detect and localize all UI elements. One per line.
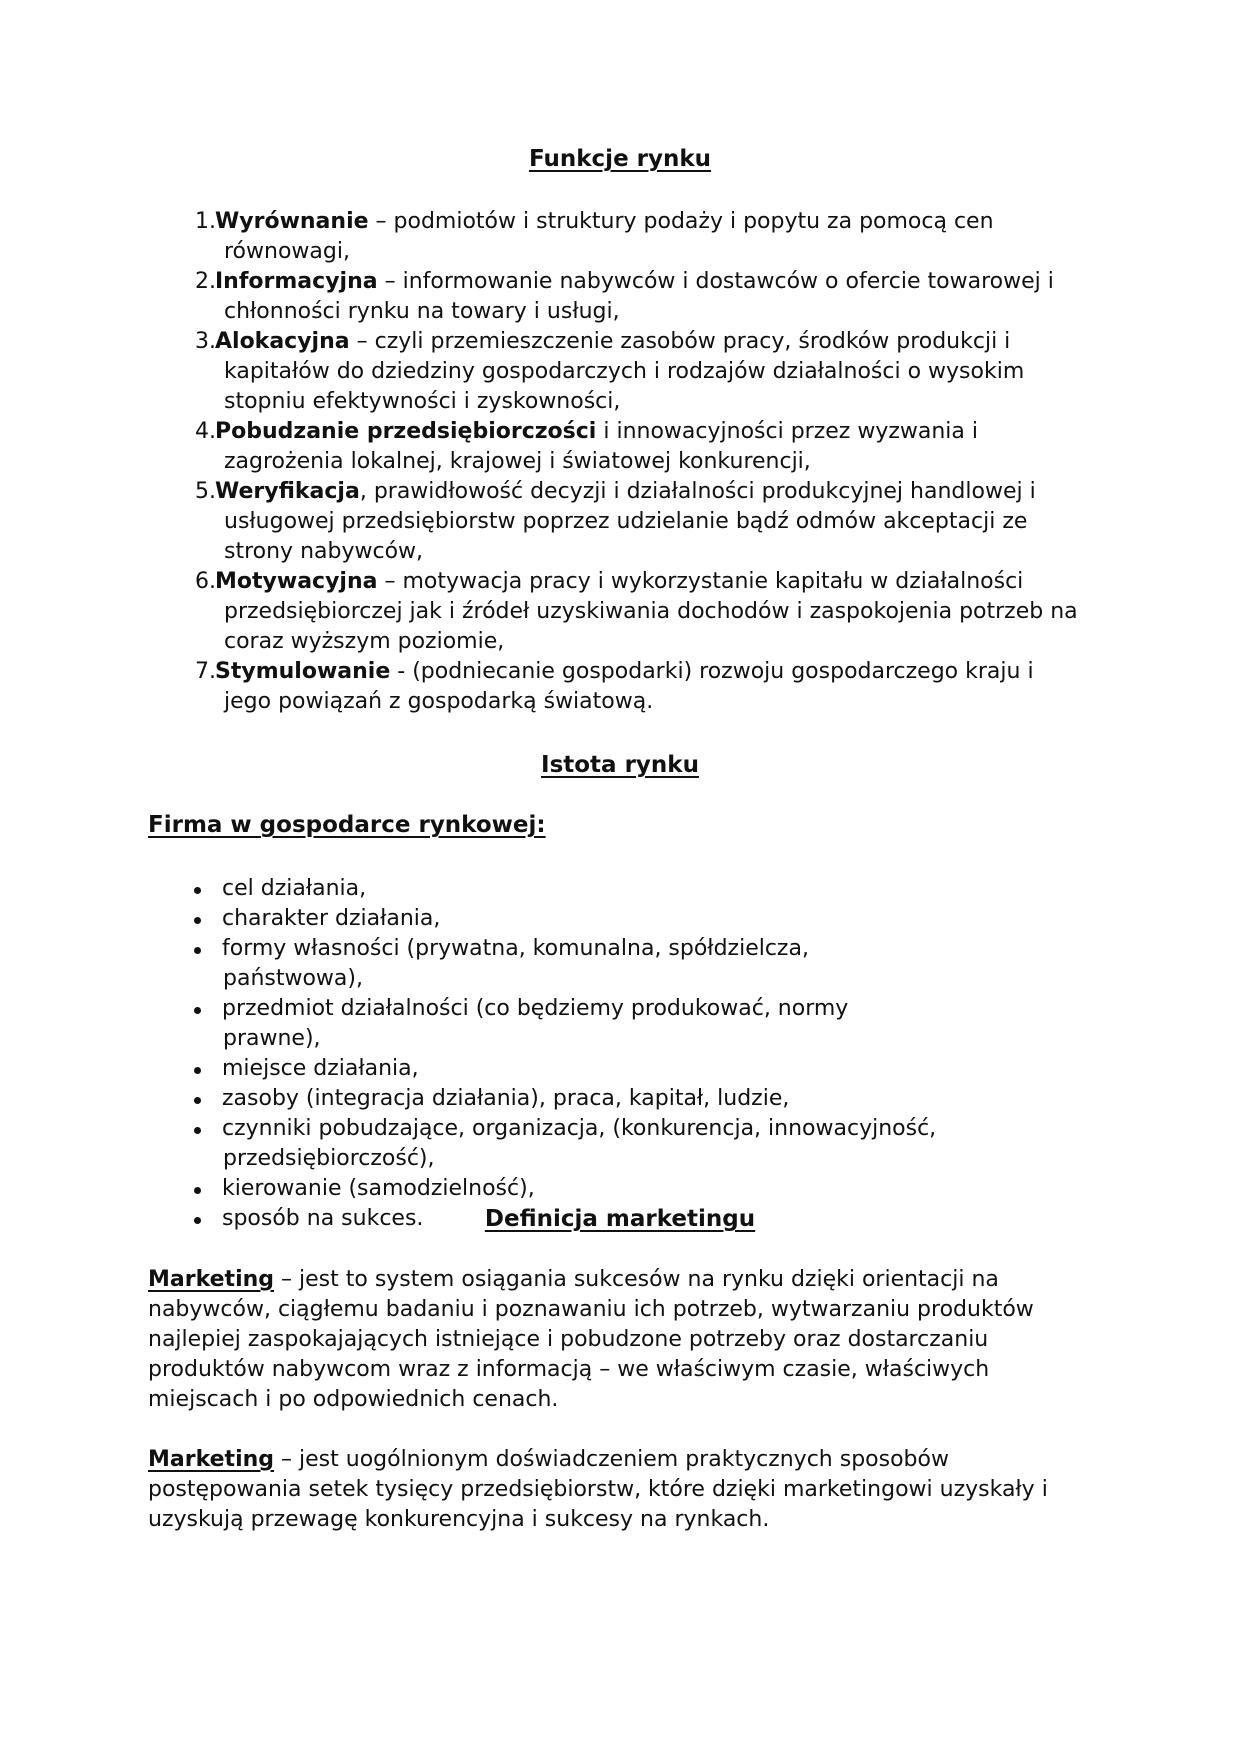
list-text: podmiotów i struktury podaży i popytu za pomocą cen równowagi,: [224, 209, 994, 264]
list-text: motywacja pracy i wykorzystanie kapitału w działalności przedsiębiorczej jak i źródeł uzyskiwania dochodów i zaspokojenia potrzeb na coraz wyższym poziomie,: [224, 569, 1078, 654]
bullet-icon: [194, 1127, 201, 1134]
list-item: 2. Informacyjna – informowanie nabywców i dostawców o ofercie towarowej i chłonności rynku na towary i usługi,: [195, 269, 1054, 324]
bullet-icon: [194, 1067, 201, 1074]
list-item: zasoby (integracja działania), praca, kapitał, ludzie,: [0, 1084, 1240, 1114]
list-number: 1.: [195, 209, 216, 234]
list-text: (podniecanie gospodarki) rozwoju gospodarczego kraju i jego powiązań z gospodarką światową.: [224, 659, 1034, 714]
list-term: Stymulowanie: [215, 659, 391, 684]
bullet-icon: [194, 1097, 201, 1104]
heading-definicja-marketingu: Definicja marketingu: [484, 1206, 756, 1232]
list-term: Pobudzanie przedsiębiorczości: [215, 419, 597, 444]
list-term: Alokacyjna: [215, 329, 350, 354]
list-number: 7.: [195, 659, 216, 684]
bullet-icon: [194, 1007, 201, 1014]
list-item: [0, 417, 1240, 477]
list-item: formy własności (prywatna, komunalna, spółdzielcza, państwowa),: [0, 934, 1240, 994]
list-item: czynniki pobudzające, organizacja, (konkurencja, innowacyjność, przedsiębiorczość),: [0, 1114, 1240, 1174]
subheading-firma: Firma w gospodarce rynkowej:: [148, 812, 546, 838]
list-number: 4.: [195, 419, 216, 444]
heading-istota-rynku: Istota rynku: [541, 752, 699, 778]
list-item: przedmiot działalności (co będziemy produkować, normy prawne),: [0, 994, 1240, 1054]
definition-term: Marketing: [148, 1267, 275, 1292]
list-item: 7. Stymulowanie - (podniecanie gospodarki) rozwoju gospodarczego kraju i jego powiązań z gospodarką światową.: [195, 659, 1034, 714]
definition-term: Marketing: [148, 1447, 275, 1472]
firm-list: [0, 874, 1240, 1234]
list-number: 6.: [195, 569, 216, 594]
bullet-icon: [194, 947, 201, 954]
list-number: 5.: [195, 479, 216, 504]
definition-text: – jest uogólnionym doświadczeniem praktycznych sposobów postępowania setek tysięcy przedsiębiorstw, które dzięki marketingowi uzyskały i uzyskują przewagę konkurencyjna i sukcesy na rynkach.: [148, 1447, 1048, 1532]
list-item: cel działania,: [0, 874, 1240, 904]
functions-list: [0, 207, 1240, 717]
list-term: Weryfikacja: [215, 479, 360, 504]
definition-paragraph: [148, 1445, 1098, 1535]
list-item: kierowanie (samodzielność),: [0, 1174, 1240, 1204]
list-text: informowanie nabywców i dostawców o ofercie towarowej i chłonności rynku na towary i usługi,: [224, 269, 1054, 324]
list-number: 2.: [195, 269, 216, 294]
definition-text: – jest to system osiągania sukcesów na rynku dzięki orientacji na nabywców, ciągłemu badaniu i poznawaniu ich potrzeb, wytwarzaniu produktów najlepiej zaspokajających istniejące i pobudzone potrzeby oraz dostarczaniu produktów nabywcom wraz z informacją – we właściwym czasie, właściwych miejscach i po odpowiednich cenach.: [148, 1267, 1034, 1412]
list-item: 6. Motywacyjna – motywacja pracy i wykorzystanie kapitału w działalności przedsiębiorczej jak i źródeł uzyskiwania dochodów i zaspokojenia potrzeb na coraz wyższym poziomie,: [195, 569, 1078, 654]
list-text: i innowacyjności przez wyzwania i zagrożenia lokalnej, krajowej i światowej konkurencji,: [224, 419, 979, 474]
list-item: charakter działania,: [0, 904, 1240, 934]
list-term: Wyrównanie: [215, 209, 369, 234]
list-item: miejsce działania,: [0, 1054, 1240, 1084]
bullet-icon: [194, 1187, 201, 1194]
list-term: Motywacyjna: [215, 569, 378, 594]
list-term: Informacyjna: [215, 269, 378, 294]
bullet-icon: [194, 917, 201, 924]
list-text: prawidłowość decyzji i działalności produkcyjnej handlowej i usługowej przedsiębiorstw poprzez udzielanie bądź odmów akceptacji ze strony nabywców,: [224, 479, 1036, 564]
list-text: czyli przemieszczenie zasobów pracy, środków produkcji i kapitałów do dziedziny gospodarczych i rodzajów działalności o wysokim stopniu efektywności i zyskowności,: [224, 329, 1025, 414]
list-item: sposób na sukces.: [0, 1204, 1240, 1234]
list-item: 3. Alokacyjna – czyli przemieszczenie zasobów pracy, środków produkcji i kapitałów do dziedziny gospodarczych i rodzajów działalności o wysokim stopniu efektywności i zyskowności,: [195, 329, 1025, 414]
list-item: 1. Wyrównanie – podmiotów i struktury podaży i popytu za pomocą cen równowagi,: [195, 209, 994, 264]
heading-funkcje-rynku: Funkcje rynku: [528, 146, 712, 172]
bullet-icon: [194, 887, 201, 894]
list-number: 3.: [195, 329, 216, 354]
list-item: 5. Weryfikacja, prawidłowość decyzji i działalności produkcyjnej handlowej i usługowej przedsiębiorstw poprzez udzielanie bądź odmów akceptacji ze strony nabywców,: [195, 479, 1036, 564]
definition-paragraph: [148, 1265, 1098, 1415]
